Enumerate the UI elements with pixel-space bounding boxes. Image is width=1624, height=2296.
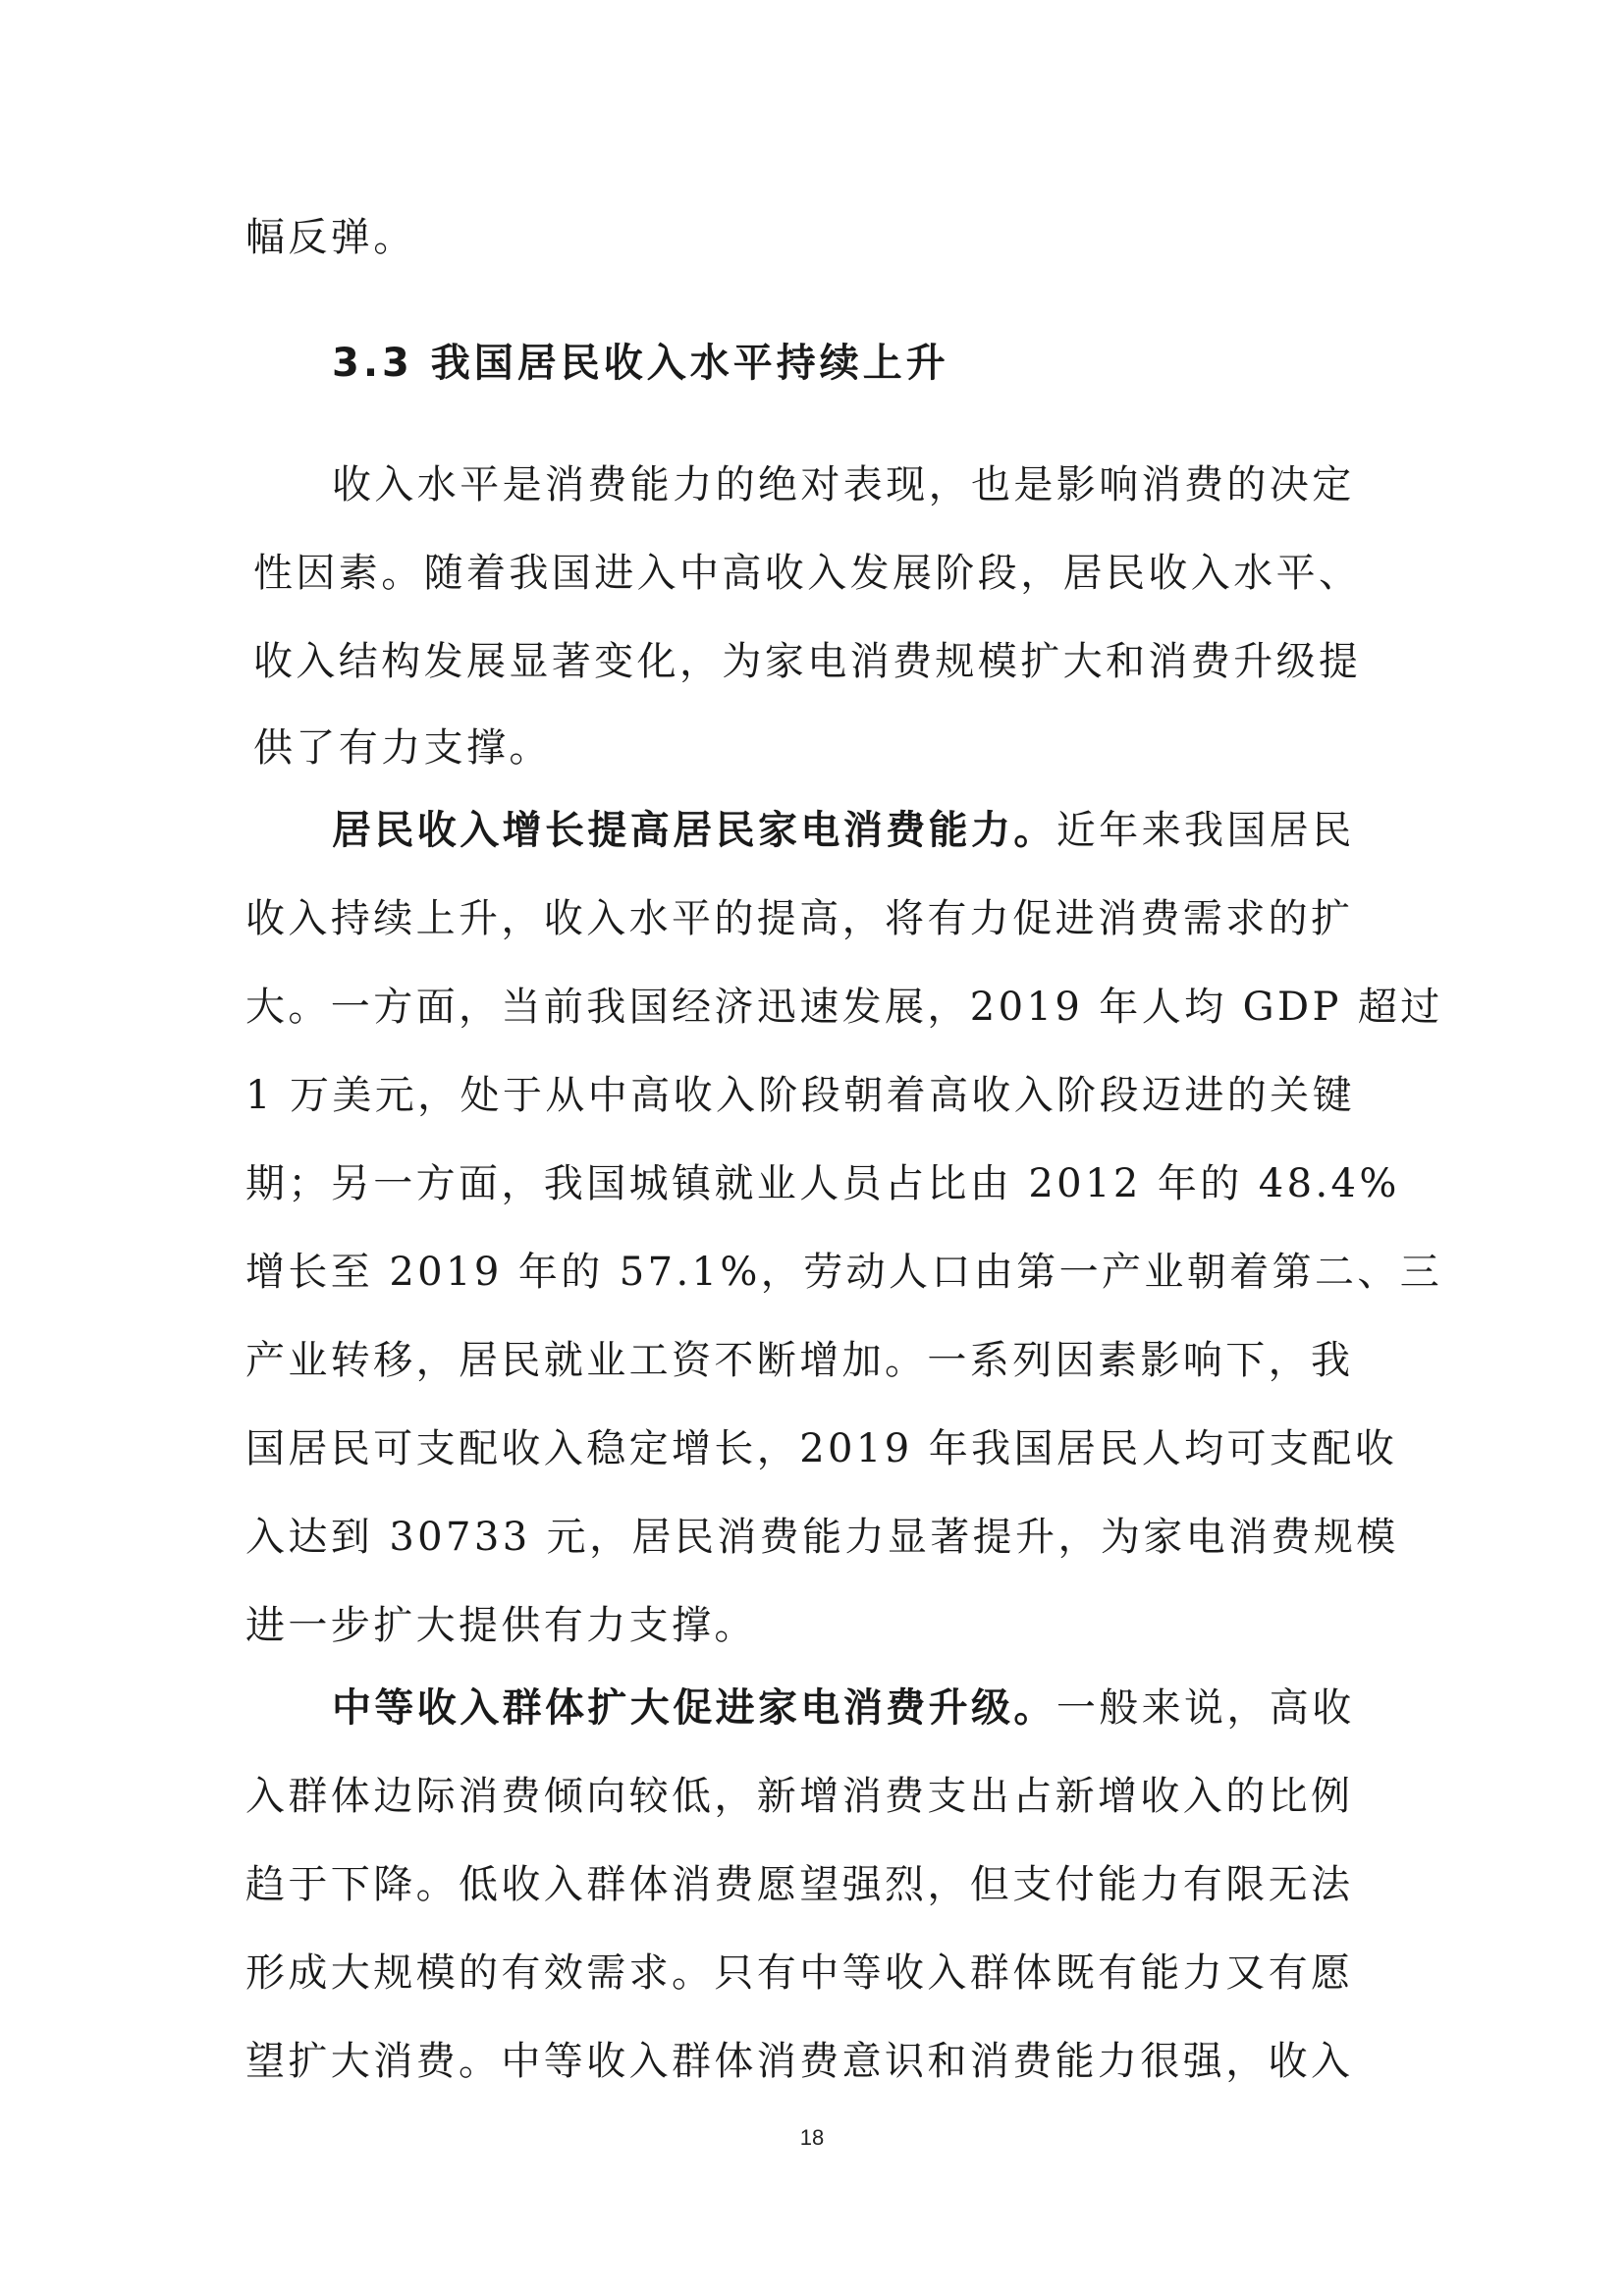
carryover-line: 幅反弹。 <box>245 215 416 260</box>
paragraph-line: 入群体边际消费倾向较低，新增消费支出占新增收入的比例 <box>245 1774 1354 1819</box>
paragraph-line: 增长至 2019 年的 57.1%，劳动人口由第一产业朝着第二、三 <box>245 1250 1443 1295</box>
section-heading: 3.3 我国居民收入水平持续上升 <box>332 341 949 386</box>
paragraph-line: 期；另一方面，我国城镇就业人员占比由 2012 年的 48.4% <box>245 1161 1400 1206</box>
paragraph-line: 大。一方面，当前我国经济迅速发展，2019 年人均 GDP 超过 <box>245 985 1443 1030</box>
paragraph-lead-bold: 中等收入群体扩大促进家电消费升级。 <box>332 1685 1056 1731</box>
page-number: 18 <box>799 2125 825 2150</box>
paragraph-line: 性因素。随着我国进入中高收入发展阶段，居民收入水平、 <box>253 551 1362 596</box>
paragraph-line: 形成大规模的有效需求。只有中等收入群体既有能力又有愿 <box>245 1950 1354 1996</box>
paragraph-lead-bold: 居民收入增长提高居民家电消费能力。 <box>332 808 1056 853</box>
paragraph-line: 供了有力支撑。 <box>253 725 552 771</box>
paragraph-line: 收入水平是消费能力的绝对表现，也是影响消费的决定 <box>332 462 1355 507</box>
paragraph-lead-rest: 近年来我国居民 <box>1056 808 1355 853</box>
paragraph-line: 趋于下降。低收入群体消费愿望强烈，但支付能力有限无法 <box>245 1862 1354 1907</box>
paragraph-line: 国居民可支配收入稳定增长，2019 年我国居民人均可支配收 <box>245 1426 1398 1471</box>
paragraph-line: 望扩大消费。中等收入群体消费意识和消费能力很强，收入 <box>245 2039 1354 2084</box>
paragraph-line: 1 万美元，处于从中高收入阶段朝着高收入阶段迈进的关键 <box>245 1073 1355 1118</box>
paragraph-line: 进一步扩大提供有力支撑。 <box>245 1603 757 1648</box>
paragraph-line: 收入结构发展显著变化，为家电消费规模扩大和消费升级提 <box>253 639 1362 684</box>
paragraph-lead-rest: 一般来说，高收 <box>1056 1685 1355 1731</box>
paragraph-line: 产业转移，居民就业工资不断增加。一系列因素影响下，我 <box>245 1338 1354 1383</box>
paragraph-first-line <box>332 1681 1355 1735</box>
paragraph-line: 入达到 30733 元，居民消费能力显著提升，为家电消费规模 <box>245 1515 1399 1560</box>
paragraph-line: 收入持续上升，收入水平的提高，将有力促进消费需求的扩 <box>245 896 1354 941</box>
paragraph-first-line <box>332 803 1355 858</box>
